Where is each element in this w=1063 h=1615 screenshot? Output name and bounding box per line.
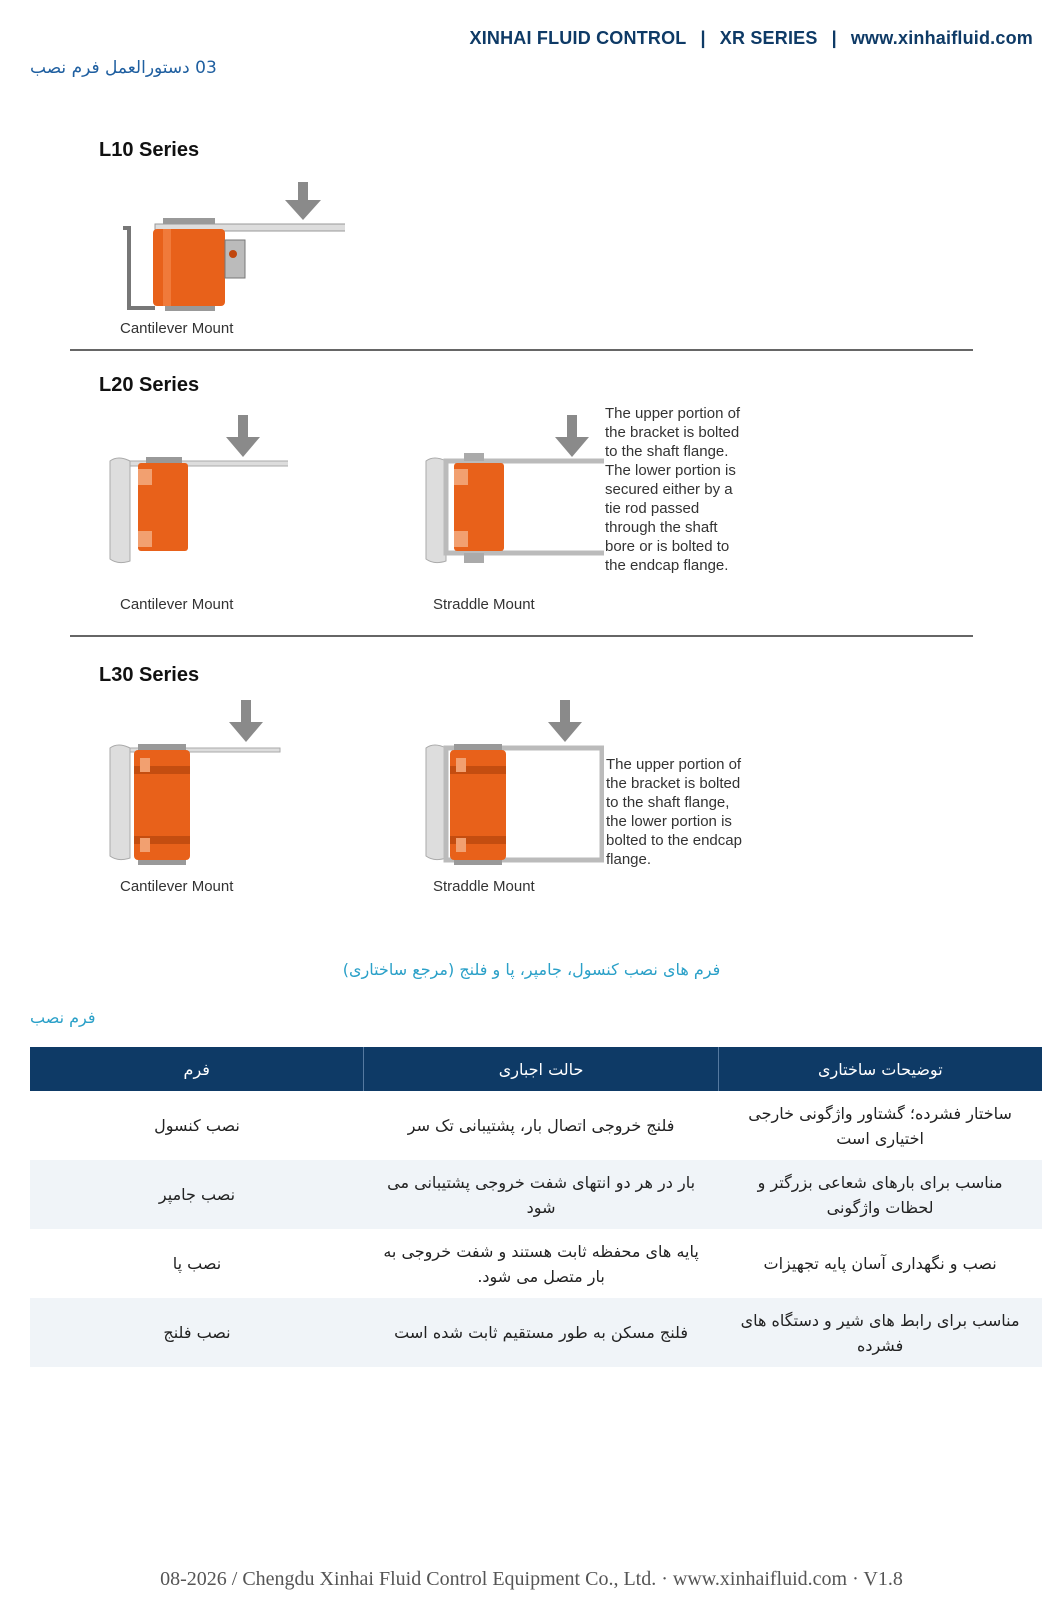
l30-mount-note: The upper portion of the bracket is bolted to the shaft flange, the lower portion is bolted to the endcap flange. — [606, 756, 742, 868]
table-label: فرم نصب — [30, 1008, 96, 1027]
column-header-mode: حالت اجباری — [364, 1047, 718, 1091]
series-name: XR SERIES — [719, 28, 818, 48]
table-cell: پایه های محفظه ثابت هستند و شفت خروجی به بار متصل می شود. — [383, 1241, 699, 1286]
l20-mount-note: The upper portion of the bracket is bolted to the shaft flange. The lower portion is secured either by a tie rod passed through the shaft bore or is bolted to the endcap flange. — [605, 405, 741, 574]
table-cell: نصب پا — [172, 1254, 222, 1273]
table-row — [30, 1091, 1042, 1160]
l20-straddle-illustration — [424, 415, 604, 575]
table-cell: نصب فلنج — [30, 1298, 364, 1367]
caption-cantilever-mount: Cantilever Mount — [120, 320, 234, 337]
table-cell: نصب کنسول — [154, 1116, 240, 1135]
divider — [70, 349, 973, 351]
column-header-description: توضیحات ساختاری — [718, 1047, 1042, 1091]
header-separator: | — [831, 28, 837, 48]
divider — [70, 635, 973, 637]
header-separator: | — [700, 28, 706, 48]
table-row — [30, 1160, 1042, 1229]
series-title-l20: L20 Series — [99, 374, 200, 396]
company-name: XINHAI FLUID CONTROL — [469, 28, 687, 48]
figure-caption: فرم های نصب کنسول، جامپر، پا و فلنج (مرجع ساختاری) — [342, 960, 721, 979]
table-cell: بار در هر دو انتهای شفت خروجی پشتیبانی می شود — [364, 1160, 718, 1229]
series-title-l10: L10 Series — [99, 139, 200, 161]
l30-cantilever-illustration — [108, 700, 288, 865]
caption-cantilever-mount: Cantilever Mount — [120, 878, 234, 895]
table-header-row — [30, 1047, 1042, 1091]
table-cell: نصب و نگهداری آسان پایه تجهیزات — [763, 1254, 997, 1273]
table-row — [30, 1229, 1042, 1298]
series-title-l30: L30 Series — [99, 664, 200, 686]
caption-straddle-mount: Straddle Mount — [433, 878, 535, 895]
website-link[interactable]: www.xinhaifluid.com — [850, 28, 1033, 48]
l10-cantilever-illustration — [115, 182, 345, 312]
column-header-form: فرم — [30, 1047, 364, 1091]
table-cell: ساختار فشرده؛ گشتاور واژگونی خارجی اختیاری است — [748, 1103, 1012, 1148]
page-footer: 08-2026 / Chengdu Xinhai Fluid Control Equipment Co., Ltd. · www.xinhaifluid.com · V1.8 — [160, 1568, 903, 1590]
table-row — [30, 1298, 1042, 1367]
caption-straddle-mount: Straddle Mount — [433, 596, 535, 613]
table-cell: فلنج مسکن به طور مستقیم ثابت شده است — [364, 1298, 718, 1367]
section-heading: 03 دستورالعمل فرم نصب — [30, 58, 217, 78]
l30-straddle-illustration — [424, 700, 604, 870]
caption-cantilever-mount: Cantilever Mount — [120, 596, 234, 613]
l20-cantilever-illustration — [108, 415, 288, 565]
mount-forms-table — [30, 1047, 1042, 1367]
table-cell: نصب جامپر — [30, 1160, 364, 1229]
table-cell: مناسب برای بارهای شعاعی بزرگتر و لحظات واژگونی — [718, 1160, 1042, 1229]
page-header — [470, 28, 1034, 49]
table-cell: مناسب برای رابط های شیر و دستگاه های فشرده — [718, 1298, 1042, 1367]
table-cell: فلنج خروجی اتصال بار، پشتیبانی تک سر — [407, 1116, 675, 1135]
